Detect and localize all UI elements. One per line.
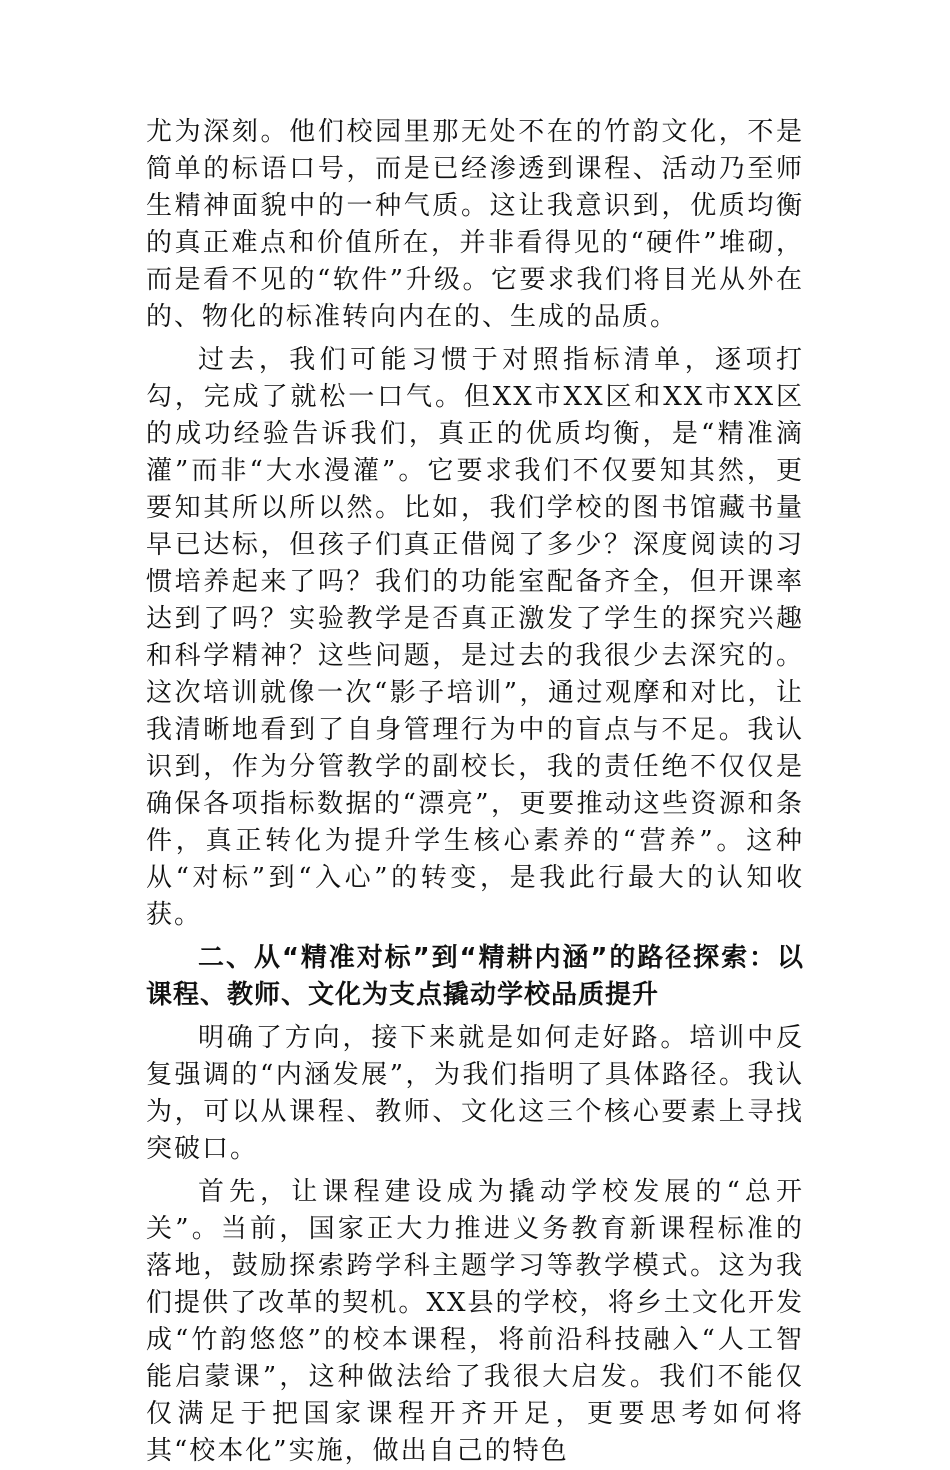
paragraph-body: 明确了方向，接下来就是如何走好路。培训中反复强调的“内涵发展”，为我们指明了具体路径。我认为，可以从课程、教师、文化这三个核心要素上寻找突破口。 <box>146 1023 804 1164</box>
paragraph-body: 首先，让课程建设成为撬动学校发展的“总开关”。当前，国家正大力推进义务教育新课程标准的落地，鼓励探索跨学科主题学习等教学模式。这为我们提供了改革的契机。XX县的学校，将乡土文化开发成“竹韵悠悠”的校本课程，将前沿科技融入“人工智能启蒙课”，这种做法给了我很大启发。我们不能仅仅满足于把国家课程开齐开足，更要思考如何将其“校本化”实施，做出自己的特色 <box>146 1177 804 1466</box>
document-body <box>146 114 804 1470</box>
paragraph-continuation: 尤为深刻。他们校园里那无处不在的竹韵文化，不是简单的标语口号，而是已经渗透到课程、活动乃至师生精神面貌中的一种气质。这让我意识到，优质均衡的真正难点和价值所在，并非看得见的“硬件”堆砌，而是看不见的“软件”升级。它要求我们将目光从外在的、物化的标准转向内在的、生成的品质。 <box>146 117 804 332</box>
paragraph-body: 过去，我们可能习惯于对照指标清单，逐项打勾，完成了就松一口气。但XX市XX区和XX市XX区的成功经验告诉我们，真正的优质均衡，是“精准滴灌”而非“大水漫灌”。它要求我们不仅要知其然，更要知其所以所以然。比如，我们学校的图书馆藏书量早已达标，但孩子们真正借阅了多少？深度阅读的习惯培养起来了吗？我们的功能室配备齐全，但开课率达到了吗？实验教学是否真正激发了学生的探究兴趣和科学精神？这些问题，是过去的我很少去深究的。这次培训就像一次“影子培训”，通过观摩和对比，让我清晰地看到了自身管理行为中的盲点与不足。我认识到，作为分管教学的副校长，我的责任绝不仅仅是确保各项指标数据的“漂亮”，更要推动这些资源和条件，真正转化为提升学生核心素养的“营养”。这种从“对标”到“入心”的转变，是我此行最大的认知收获。 <box>146 345 804 930</box>
section-heading: 二、从“精准对标”到“精耕内涵”的路径探索：以课程、教师、文化为支点撬动学校品质提升 <box>146 943 804 1010</box>
